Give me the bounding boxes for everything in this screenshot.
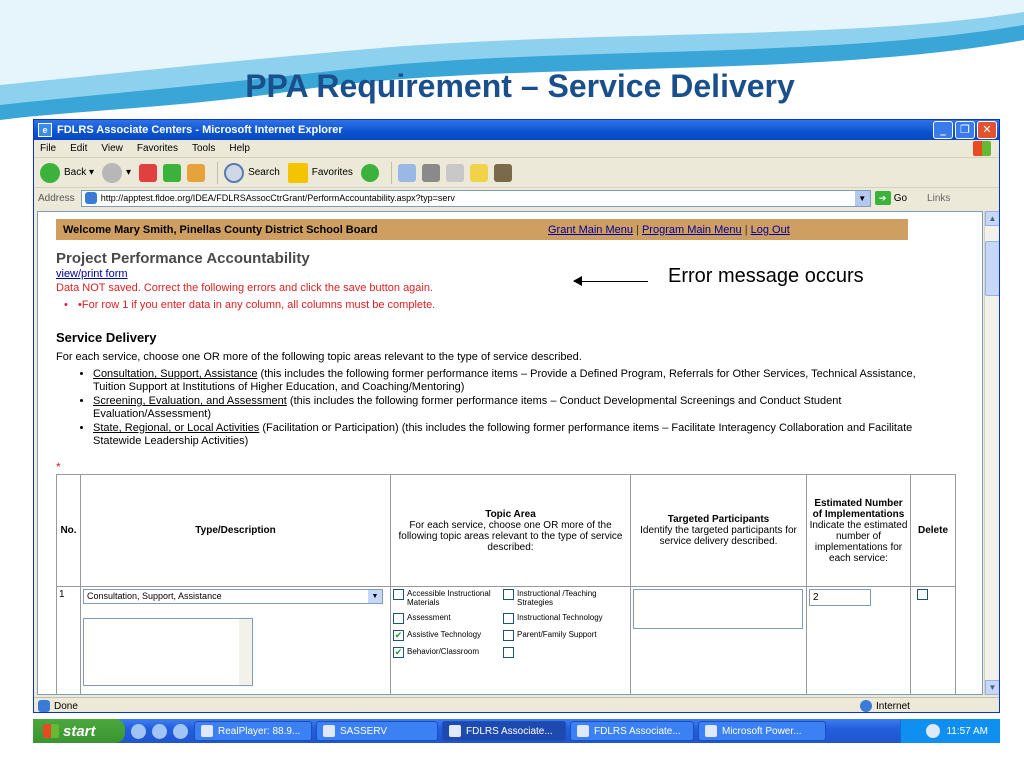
header-participants: Targeted Participants Identify the targeted participants for service delivery described.	[631, 475, 807, 587]
edit-icon[interactable]	[446, 164, 464, 182]
address-label: Address	[38, 192, 75, 204]
close-button[interactable]: ✕	[977, 121, 997, 139]
menu-edit[interactable]: Edit	[70, 143, 88, 154]
desktop-launch-icon[interactable]	[173, 724, 188, 739]
maximize-button[interactable]: ❐	[955, 121, 975, 139]
type-select[interactable]: Consultation, Support, Assistance ▼	[83, 589, 383, 604]
menu-favorites[interactable]: Favorites	[136, 143, 178, 154]
realplayer-icon	[201, 725, 213, 737]
checkbox-parent-family[interactable]: Parent/Family Support	[503, 630, 628, 641]
outlook-launch-icon[interactable]	[152, 724, 167, 739]
start-button[interactable]: start	[33, 719, 125, 743]
ie-logo-icon: e	[38, 123, 52, 137]
forward-button[interactable]: ▾	[102, 163, 131, 183]
task-realplayer[interactable]: RealPlayer: 88.9...	[194, 721, 312, 741]
description-textarea[interactable]	[83, 618, 253, 686]
quick-launch	[131, 724, 188, 739]
star-icon	[288, 163, 308, 183]
print-icon[interactable]	[422, 164, 440, 182]
header-topic: Topic Area For each service, choose one OR more of the following topic areas relevant to the type of service described:	[391, 475, 631, 587]
mail-icon[interactable]	[398, 164, 416, 182]
history-icon[interactable]	[361, 164, 379, 182]
stop-icon[interactable]	[139, 164, 157, 182]
arrow-left-icon	[573, 276, 582, 286]
list-item: • Screening, Evaluation, and Assessment (this includes the following former performance items – Conduct Developmental Screenings and Conduct Student Evaluation/Assessment)	[93, 395, 923, 421]
header-estimate: Estimated Number of Implementations Indicate the estimated number of implementations for each service:	[807, 475, 911, 587]
list-item: • State, Regional, or Local Activities (Facilitation or Participation) (this includes the following former performance items – Facilitate Interagency Collaboration and Facilitate Statewide Leadership Activities)	[93, 422, 923, 448]
minimize-button[interactable]: _	[933, 121, 953, 139]
ie-launch-icon[interactable]	[131, 724, 146, 739]
checkbox-assessment[interactable]: Assessment	[393, 613, 503, 624]
section-heading: Service Delivery	[56, 330, 157, 345]
callout-text: Error message occurs	[668, 265, 864, 287]
back-arrow-icon	[40, 163, 60, 183]
address-input[interactable]	[81, 190, 871, 207]
window-title: FDLRS Associate Centers - Microsoft Internet Explorer	[57, 124, 343, 136]
topic-link-consultation[interactable]: Consultation, Support, Assistance	[93, 368, 258, 380]
windows-flag-icon	[43, 724, 59, 738]
scroll-down-icon[interactable]: ▼	[985, 680, 1000, 695]
header-no: No.	[57, 475, 81, 587]
grant-main-menu-link[interactable]: Grant Main Menu	[548, 223, 633, 236]
title-bar[interactable]	[34, 120, 999, 140]
security-zone: Internet	[860, 700, 910, 712]
checkbox-instructional-strategies[interactable]: Instructional /Teaching Strategies	[503, 589, 628, 607]
clock: 11:57 AM	[946, 725, 988, 737]
topic-link-screening[interactable]: Screening, Evaluation, and Assessment	[93, 395, 287, 407]
globe-icon	[860, 700, 872, 712]
vertical-scrollbar[interactable]	[984, 211, 999, 695]
checkbox-unlabeled[interactable]	[503, 647, 628, 658]
table-header-row	[57, 475, 956, 587]
menu-view[interactable]: View	[101, 143, 123, 154]
favorites-button[interactable]: Favorites	[288, 163, 353, 183]
header-delete: Delete	[911, 475, 956, 587]
system-tray	[900, 719, 1000, 743]
welcome-bar	[56, 219, 908, 240]
scroll-up-icon[interactable]: ▲	[985, 211, 1000, 226]
ie-icon	[449, 725, 461, 737]
toolbar	[34, 158, 999, 188]
home-icon[interactable]	[187, 164, 205, 182]
ie-icon	[577, 725, 589, 737]
estimate-input[interactable]: 2	[809, 589, 871, 606]
tray-icon[interactable]	[926, 724, 940, 738]
logout-link[interactable]: Log Out	[750, 223, 790, 236]
list-item: • Consultation, Support, Assistance (this includes the following former performance items – Provide a Defined Program, Referrals for Other Services, Technical Assistance, Tuition Support at Institutions of Higher Education, and Coaching/Mentoring)	[93, 368, 923, 394]
menu-tools[interactable]: Tools	[191, 143, 216, 154]
table-row	[57, 587, 956, 696]
checkbox-accessible-materials[interactable]: Accessible Instructional Materials	[393, 589, 503, 607]
folder-icon	[323, 725, 335, 737]
page-icon	[38, 700, 50, 712]
delete-checkbox[interactable]	[917, 589, 928, 600]
folder-icon[interactable]	[470, 164, 488, 182]
slide-title: PPA Requirement – Service Delivery	[245, 68, 795, 104]
chevron-down-icon: ▼	[368, 590, 382, 603]
row-participants-cell	[631, 587, 807, 696]
task-sasserv[interactable]: SASSERV	[316, 721, 438, 741]
address-bar	[34, 188, 999, 208]
taskbar	[33, 719, 1000, 743]
status-text: Done	[54, 700, 78, 712]
checkbox-instructional-technology[interactable]: Instructional Technology	[503, 613, 628, 624]
row-delete-cell	[911, 587, 956, 696]
task-fdlrs-1[interactable]: FDLRS Associate...	[442, 721, 566, 741]
forward-arrow-icon	[102, 163, 122, 183]
row-type-cell	[81, 587, 391, 696]
callout-arrow	[574, 281, 648, 282]
welcome-text: Welcome Mary Smith, Pinellas County District School Board	[63, 223, 378, 236]
go-button[interactable]: ➔ Go	[875, 191, 907, 205]
status-bar	[34, 697, 1000, 713]
refresh-icon[interactable]	[163, 164, 181, 182]
task-fdlrs-2[interactable]: FDLRS Associate...	[570, 721, 694, 741]
error-item: • •For row 1 if you enter data in any column, all columns must be complete.	[78, 299, 435, 311]
service-table	[56, 474, 956, 695]
checkbox-behavior-classroom[interactable]: ✔ Behavior/Classroom	[394, 647, 480, 657]
page-title: Project Performance Accountability	[56, 250, 310, 267]
scroll-thumb[interactable]	[985, 241, 1000, 296]
view-print-link[interactable]: view/print form	[56, 268, 128, 280]
url-text: http://apptest.fldoe.org/IDEA/FDLRSAssocCtrGrant/PerformAccountability.aspx?typ=serv	[100, 193, 455, 203]
nav-links: Grant Main Menu | Program Main Menu | Log Out	[548, 223, 790, 236]
participants-textarea[interactable]	[633, 589, 803, 629]
chevron-down-icon[interactable]: ▼	[855, 191, 870, 206]
links-button[interactable]: Links	[927, 192, 951, 204]
search-icon	[224, 163, 244, 183]
topic-list	[93, 368, 923, 449]
back-button[interactable]: Back ▾	[40, 163, 94, 183]
topic-link-state-regional[interactable]: State, Regional, or Local Activities	[93, 422, 260, 434]
program-main-menu-link[interactable]: Program Main Menu	[641, 223, 742, 236]
research-icon[interactable]	[494, 164, 512, 182]
go-arrow-icon: ➔	[875, 191, 891, 205]
checkbox-assistive-technology[interactable]: ✔ Assistive Technology	[394, 630, 482, 640]
search-button[interactable]: Search	[224, 163, 280, 183]
row-no: 1	[57, 587, 81, 696]
menu-bar	[34, 140, 999, 158]
menu-help[interactable]: Help	[229, 143, 250, 154]
menu-file[interactable]: File	[40, 143, 57, 154]
row-topic-cell	[391, 587, 631, 696]
row-estimate-cell	[807, 587, 911, 696]
section-intro: For each service, choose one OR more of the following topic areas relevant to the type of service described.	[56, 351, 582, 363]
powerpoint-icon	[705, 725, 717, 737]
task-powerpoint[interactable]: Microsoft Power...	[698, 721, 826, 741]
header-type: Type/Description	[81, 475, 391, 587]
page-icon	[85, 192, 97, 204]
windows-flag-icon	[973, 141, 991, 156]
error-message: Data NOT saved. Correct the following errors and click the save button again.	[56, 282, 434, 294]
required-marker: *	[56, 460, 61, 474]
ie-window	[33, 119, 1000, 713]
